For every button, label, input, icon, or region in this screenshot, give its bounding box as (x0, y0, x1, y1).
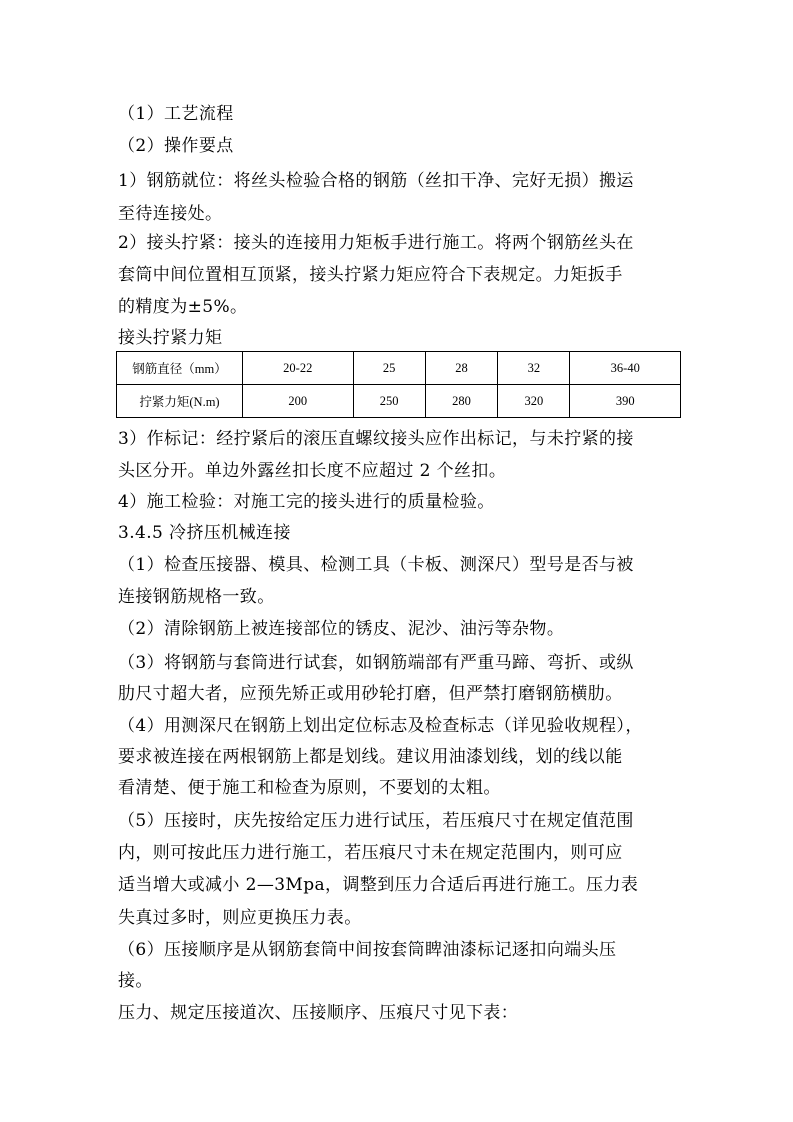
text-line: 内，则可按此压力进行施工，若压痕尺寸未在规定范围内，则可应 (118, 843, 623, 863)
table-row (117, 385, 681, 418)
table-cell: 250 (353, 385, 425, 418)
table-cell: 280 (425, 385, 497, 418)
heading-operation-points: （2）操作要点 (118, 136, 234, 156)
text-line: 适当增大或减小 2—3Mpa，调整到压力合适后再进行施工。压力表 (118, 875, 639, 895)
table-cell: 25 (353, 352, 425, 385)
text-line: 压力、规定压接道次、压接顺序、压痕尺寸见下表： (118, 1003, 519, 1023)
text-line: 1）钢筋就位：将丝头检验合格的钢筋（丝扣干净、完好无损）搬运 (118, 171, 634, 191)
text-line: （1）检查压接器、模具、检测工具（卡板、测深尺）型号是否与被 (118, 555, 634, 575)
heading-process-flow: （1）工艺流程 (118, 104, 234, 124)
text-line: 的精度为±5%。 (118, 297, 248, 317)
text-line: 要求被连接在两根钢筋上都是划线。建议用油漆划线，划的线以能 (118, 747, 623, 767)
torque-table (116, 351, 681, 418)
text-line: （3）将钢筋与套筒进行试套，如钢筋端部有严重马蹄、弯折、或纵 (118, 653, 634, 673)
table-cell: 28 (425, 352, 497, 385)
text-line: 接。 (118, 971, 153, 991)
table-cell: 390 (570, 385, 681, 418)
section-heading: 3.4.5 冷挤压机械连接 (118, 523, 291, 543)
text-line: 3）作标记：经拧紧后的滚压直螺纹接头应作出标记，与未拧紧的接 (118, 429, 634, 449)
text-line: （4）用测深尺在钢筋上划出定位标志及检查标志（详见验收规程）， (118, 716, 643, 736)
text-line: 套筒中间位置相互顶紧，接头拧紧力矩应符合下表规定。力矩扳手 (118, 265, 623, 285)
text-line: 看清楚、便于施工和检查为原则，不要划的太粗。 (118, 778, 501, 798)
table-cell: 20-22 (243, 352, 354, 385)
table-header-diameter: 钢筋直径（mm） (117, 352, 243, 385)
text-line: 失真过多时，则应更换压力表。 (118, 908, 362, 928)
table-cell: 36-40 (570, 352, 681, 385)
text-line: 头区分开。单边外露丝扣长度不应超过 2 个丝扣。 (118, 461, 507, 481)
text-line: （6）压接顺序是从钢筋套筒中间按套筒睥油漆标记逐扣向端头压 (118, 940, 617, 960)
table-header-torque: 拧紧力矩(N.m) (117, 385, 243, 418)
table-caption: 接头拧紧力矩 (118, 328, 223, 348)
table-row (117, 352, 681, 385)
table-cell: 32 (498, 352, 570, 385)
text-line: 肋尺寸超大者，应预先矫正或用砂轮打磨，但严禁打磨钢筋横肋。 (118, 684, 623, 704)
table-cell: 320 (498, 385, 570, 418)
text-line: 至待连接处。 (118, 204, 223, 224)
text-line: 连接钢筋规格一致。 (118, 587, 275, 607)
table-cell: 200 (243, 385, 354, 418)
text-line: 4）施工检验：对施工完的接头进行的质量检验。 (118, 492, 495, 512)
text-line: （2）清除钢筋上被连接部位的锈皮、泥沙、油污等杂物。 (118, 619, 565, 639)
text-line: （5）压接时，庆先按给定压力进行试压，若压痕尺寸在规定值范围 (118, 811, 634, 831)
text-line: 2）接头拧紧：接头的连接用力矩板手进行施工。将两个钢筋丝头在 (118, 233, 634, 253)
